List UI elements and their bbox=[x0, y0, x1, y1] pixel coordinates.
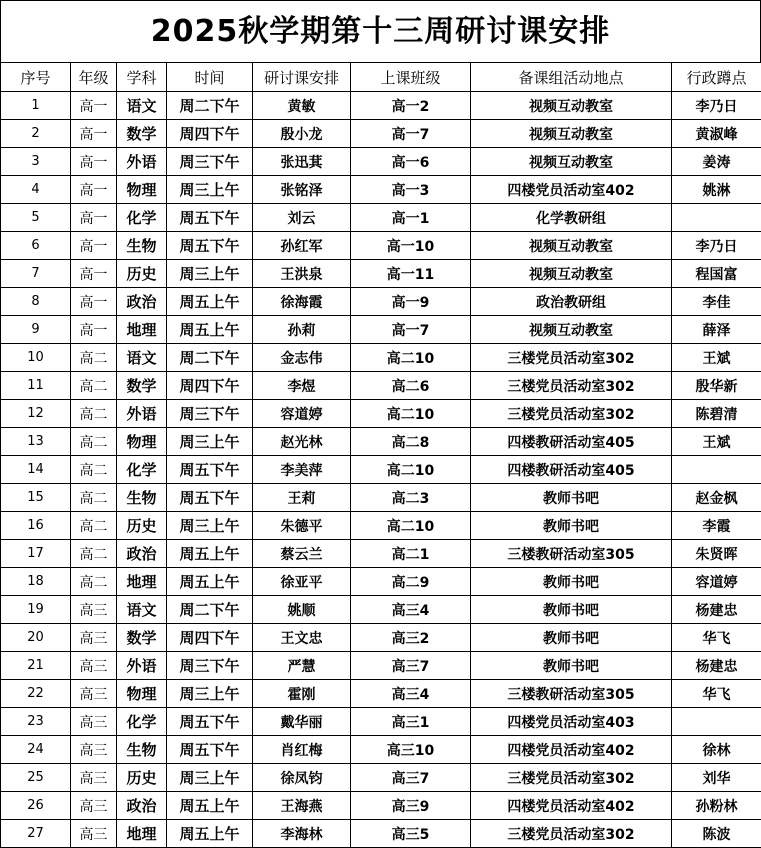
cell-class: 高三7 bbox=[351, 652, 471, 680]
cell-no: 22 bbox=[1, 680, 71, 708]
table-row bbox=[1, 428, 761, 456]
cell-location: 教师书吧 bbox=[471, 568, 672, 596]
cell-subject: 外语 bbox=[117, 652, 167, 680]
cell-class: 高二6 bbox=[351, 372, 471, 400]
cell-admin: 王斌 bbox=[672, 344, 761, 372]
cell-subject: 化学 bbox=[117, 204, 167, 232]
table-row bbox=[1, 596, 761, 624]
cell-class: 高二10 bbox=[351, 400, 471, 428]
table-row bbox=[1, 512, 761, 540]
cell-no: 1 bbox=[1, 92, 71, 120]
header-teacher: 研讨课安排 bbox=[253, 63, 351, 92]
cell-subject: 数学 bbox=[117, 624, 167, 652]
cell-location: 三楼党员活动室302 bbox=[471, 820, 672, 848]
cell-class: 高一10 bbox=[351, 232, 471, 260]
cell-subject: 地理 bbox=[117, 820, 167, 848]
cell-class: 高一1 bbox=[351, 204, 471, 232]
table-row bbox=[1, 344, 761, 372]
cell-class: 高三4 bbox=[351, 680, 471, 708]
cell-admin: 赵金枫 bbox=[672, 484, 761, 512]
cell-no: 10 bbox=[1, 344, 71, 372]
cell-no: 19 bbox=[1, 596, 71, 624]
cell-subject: 化学 bbox=[117, 456, 167, 484]
cell-teacher: 严慧 bbox=[253, 652, 351, 680]
cell-subject: 物理 bbox=[117, 176, 167, 204]
table-row bbox=[1, 736, 761, 764]
schedule-table bbox=[0, 62, 761, 848]
table-row bbox=[1, 540, 761, 568]
table-row bbox=[1, 204, 761, 232]
cell-location: 四楼党员活动室402 bbox=[471, 736, 672, 764]
cell-teacher: 刘云 bbox=[253, 204, 351, 232]
cell-no: 11 bbox=[1, 372, 71, 400]
cell-subject: 物理 bbox=[117, 680, 167, 708]
cell-location: 教师书吧 bbox=[471, 652, 672, 680]
cell-admin: 黄淑峰 bbox=[672, 120, 761, 148]
cell-subject: 历史 bbox=[117, 512, 167, 540]
cell-grade: 高二 bbox=[71, 456, 117, 484]
cell-grade: 高三 bbox=[71, 708, 117, 736]
cell-time: 周二下午 bbox=[167, 596, 253, 624]
cell-subject: 物理 bbox=[117, 428, 167, 456]
cell-time: 周五上午 bbox=[167, 792, 253, 820]
cell-grade: 高一 bbox=[71, 176, 117, 204]
table-row bbox=[1, 316, 761, 344]
cell-teacher: 容道婷 bbox=[253, 400, 351, 428]
header-row bbox=[1, 63, 761, 92]
cell-location: 教师书吧 bbox=[471, 624, 672, 652]
cell-no: 23 bbox=[1, 708, 71, 736]
table-row bbox=[1, 708, 761, 736]
cell-time: 周五下午 bbox=[167, 484, 253, 512]
cell-class: 高二9 bbox=[351, 568, 471, 596]
cell-location: 教师书吧 bbox=[471, 596, 672, 624]
cell-subject: 地理 bbox=[117, 568, 167, 596]
cell-subject: 历史 bbox=[117, 764, 167, 792]
cell-subject: 政治 bbox=[117, 540, 167, 568]
cell-grade: 高一 bbox=[71, 120, 117, 148]
cell-subject: 语文 bbox=[117, 344, 167, 372]
cell-admin: 姜涛 bbox=[672, 148, 761, 176]
cell-location: 三楼教研活动室305 bbox=[471, 680, 672, 708]
cell-admin: 李霞 bbox=[672, 512, 761, 540]
table-row bbox=[1, 484, 761, 512]
cell-location: 三楼教研活动室305 bbox=[471, 540, 672, 568]
cell-time: 周五下午 bbox=[167, 204, 253, 232]
cell-teacher: 孙红军 bbox=[253, 232, 351, 260]
cell-class: 高一7 bbox=[351, 316, 471, 344]
header-grade: 年级 bbox=[71, 63, 117, 92]
table-row bbox=[1, 568, 761, 596]
cell-teacher: 孙莉 bbox=[253, 316, 351, 344]
cell-location: 四楼党员活动室403 bbox=[471, 708, 672, 736]
cell-subject: 生物 bbox=[117, 736, 167, 764]
cell-teacher: 张铭泽 bbox=[253, 176, 351, 204]
cell-no: 3 bbox=[1, 148, 71, 176]
cell-time: 周三上午 bbox=[167, 428, 253, 456]
cell-teacher: 殷小龙 bbox=[253, 120, 351, 148]
cell-time: 周四下午 bbox=[167, 372, 253, 400]
header-time: 时间 bbox=[167, 63, 253, 92]
header-class: 上课班级 bbox=[351, 63, 471, 92]
cell-time: 周五上午 bbox=[167, 316, 253, 344]
cell-grade: 高一 bbox=[71, 288, 117, 316]
cell-admin bbox=[672, 708, 761, 736]
page-title: 2025秋学期第十三周研讨课安排 bbox=[0, 0, 761, 62]
cell-time: 周五上午 bbox=[167, 540, 253, 568]
table-row bbox=[1, 400, 761, 428]
table-body bbox=[1, 92, 761, 848]
cell-teacher: 王文忠 bbox=[253, 624, 351, 652]
cell-subject: 历史 bbox=[117, 260, 167, 288]
table-row bbox=[1, 624, 761, 652]
cell-time: 周五下午 bbox=[167, 736, 253, 764]
cell-time: 周二下午 bbox=[167, 344, 253, 372]
cell-location: 视频互动教室 bbox=[471, 92, 672, 120]
cell-subject: 化学 bbox=[117, 708, 167, 736]
cell-teacher: 戴华丽 bbox=[253, 708, 351, 736]
cell-teacher: 赵光林 bbox=[253, 428, 351, 456]
cell-admin: 华飞 bbox=[672, 624, 761, 652]
cell-subject: 数学 bbox=[117, 372, 167, 400]
cell-grade: 高二 bbox=[71, 428, 117, 456]
cell-subject: 语文 bbox=[117, 596, 167, 624]
table-row bbox=[1, 820, 761, 848]
cell-location: 四楼教研活动室405 bbox=[471, 456, 672, 484]
cell-grade: 高二 bbox=[71, 568, 117, 596]
cell-no: 20 bbox=[1, 624, 71, 652]
cell-admin: 程国富 bbox=[672, 260, 761, 288]
cell-time: 周三下午 bbox=[167, 148, 253, 176]
cell-teacher: 金志伟 bbox=[253, 344, 351, 372]
cell-grade: 高一 bbox=[71, 92, 117, 120]
cell-grade: 高三 bbox=[71, 792, 117, 820]
cell-no: 26 bbox=[1, 792, 71, 820]
cell-location: 三楼党员活动室302 bbox=[471, 400, 672, 428]
cell-class: 高三10 bbox=[351, 736, 471, 764]
cell-time: 周三上午 bbox=[167, 260, 253, 288]
cell-grade: 高二 bbox=[71, 512, 117, 540]
cell-teacher: 张迅萁 bbox=[253, 148, 351, 176]
cell-subject: 生物 bbox=[117, 484, 167, 512]
cell-admin: 陈波 bbox=[672, 820, 761, 848]
cell-location: 视频互动教室 bbox=[471, 260, 672, 288]
cell-location: 教师书吧 bbox=[471, 512, 672, 540]
cell-class: 高三5 bbox=[351, 820, 471, 848]
cell-admin: 孙粉林 bbox=[672, 792, 761, 820]
cell-no: 9 bbox=[1, 316, 71, 344]
cell-teacher: 王莉 bbox=[253, 484, 351, 512]
table-row bbox=[1, 456, 761, 484]
cell-admin bbox=[672, 204, 761, 232]
table-row bbox=[1, 260, 761, 288]
cell-grade: 高一 bbox=[71, 316, 117, 344]
cell-class: 高一3 bbox=[351, 176, 471, 204]
cell-admin: 容道婷 bbox=[672, 568, 761, 596]
cell-admin: 陈碧清 bbox=[672, 400, 761, 428]
cell-grade: 高一 bbox=[71, 232, 117, 260]
cell-grade: 高一 bbox=[71, 204, 117, 232]
cell-teacher: 李煜 bbox=[253, 372, 351, 400]
cell-location: 视频互动教室 bbox=[471, 316, 672, 344]
cell-admin: 李乃日 bbox=[672, 232, 761, 260]
cell-location: 四楼党员活动室402 bbox=[471, 792, 672, 820]
cell-teacher: 蔡云兰 bbox=[253, 540, 351, 568]
cell-class: 高二10 bbox=[351, 456, 471, 484]
cell-teacher: 姚顺 bbox=[253, 596, 351, 624]
cell-class: 高三7 bbox=[351, 764, 471, 792]
cell-teacher: 王海燕 bbox=[253, 792, 351, 820]
cell-time: 周五上午 bbox=[167, 568, 253, 596]
cell-no: 13 bbox=[1, 428, 71, 456]
table-row bbox=[1, 288, 761, 316]
cell-subject: 政治 bbox=[117, 792, 167, 820]
cell-location: 视频互动教室 bbox=[471, 120, 672, 148]
table-row bbox=[1, 232, 761, 260]
cell-grade: 高三 bbox=[71, 680, 117, 708]
cell-no: 7 bbox=[1, 260, 71, 288]
cell-class: 高三1 bbox=[351, 708, 471, 736]
header-location: 备课组活动地点 bbox=[471, 63, 672, 92]
cell-subject: 语文 bbox=[117, 92, 167, 120]
cell-grade: 高三 bbox=[71, 736, 117, 764]
cell-time: 周三下午 bbox=[167, 400, 253, 428]
cell-teacher: 徐凤钧 bbox=[253, 764, 351, 792]
cell-teacher: 朱德平 bbox=[253, 512, 351, 540]
cell-admin: 杨建忠 bbox=[672, 596, 761, 624]
cell-class: 高一11 bbox=[351, 260, 471, 288]
cell-time: 周五下午 bbox=[167, 232, 253, 260]
cell-grade: 高二 bbox=[71, 372, 117, 400]
cell-no: 14 bbox=[1, 456, 71, 484]
cell-no: 17 bbox=[1, 540, 71, 568]
cell-teacher: 王洪泉 bbox=[253, 260, 351, 288]
cell-time: 周五下午 bbox=[167, 708, 253, 736]
cell-time: 周五上午 bbox=[167, 288, 253, 316]
header-admin: 行政蹲点 bbox=[672, 63, 761, 92]
cell-grade: 高三 bbox=[71, 624, 117, 652]
cell-admin: 李佳 bbox=[672, 288, 761, 316]
cell-admin: 华飞 bbox=[672, 680, 761, 708]
cell-class: 高三2 bbox=[351, 624, 471, 652]
cell-location: 三楼党员活动室302 bbox=[471, 764, 672, 792]
cell-admin: 刘华 bbox=[672, 764, 761, 792]
cell-location: 四楼教研活动室405 bbox=[471, 428, 672, 456]
cell-class: 高一2 bbox=[351, 92, 471, 120]
table-row bbox=[1, 148, 761, 176]
cell-class: 高二8 bbox=[351, 428, 471, 456]
cell-no: 24 bbox=[1, 736, 71, 764]
cell-time: 周三上午 bbox=[167, 680, 253, 708]
cell-admin: 薛泽 bbox=[672, 316, 761, 344]
cell-location: 视频互动教室 bbox=[471, 232, 672, 260]
cell-class: 高三4 bbox=[351, 596, 471, 624]
cell-teacher: 李海林 bbox=[253, 820, 351, 848]
cell-no: 2 bbox=[1, 120, 71, 148]
cell-admin: 徐林 bbox=[672, 736, 761, 764]
cell-class: 高三9 bbox=[351, 792, 471, 820]
cell-time: 周五上午 bbox=[167, 820, 253, 848]
cell-no: 6 bbox=[1, 232, 71, 260]
cell-teacher: 黄敏 bbox=[253, 92, 351, 120]
table-row bbox=[1, 680, 761, 708]
cell-time: 周三上午 bbox=[167, 764, 253, 792]
table-row bbox=[1, 176, 761, 204]
cell-no: 27 bbox=[1, 820, 71, 848]
cell-subject: 生物 bbox=[117, 232, 167, 260]
cell-class: 高二1 bbox=[351, 540, 471, 568]
cell-subject: 外语 bbox=[117, 148, 167, 176]
table-row bbox=[1, 92, 761, 120]
cell-class: 高一6 bbox=[351, 148, 471, 176]
cell-time: 周三下午 bbox=[167, 652, 253, 680]
cell-admin: 殷华新 bbox=[672, 372, 761, 400]
table-row bbox=[1, 652, 761, 680]
cell-no: 4 bbox=[1, 176, 71, 204]
cell-admin: 杨建忠 bbox=[672, 652, 761, 680]
cell-grade: 高二 bbox=[71, 540, 117, 568]
cell-no: 5 bbox=[1, 204, 71, 232]
cell-admin: 姚淋 bbox=[672, 176, 761, 204]
cell-admin: 朱贤晖 bbox=[672, 540, 761, 568]
cell-grade: 高二 bbox=[71, 400, 117, 428]
cell-class: 高二10 bbox=[351, 344, 471, 372]
cell-time: 周四下午 bbox=[167, 624, 253, 652]
cell-time: 周五下午 bbox=[167, 456, 253, 484]
cell-grade: 高三 bbox=[71, 820, 117, 848]
cell-admin: 李乃日 bbox=[672, 92, 761, 120]
cell-location: 视频互动教室 bbox=[471, 148, 672, 176]
table-row bbox=[1, 792, 761, 820]
header-subject: 学科 bbox=[117, 63, 167, 92]
cell-time: 周三上午 bbox=[167, 512, 253, 540]
cell-grade: 高三 bbox=[71, 764, 117, 792]
table-row bbox=[1, 120, 761, 148]
cell-teacher: 李美萍 bbox=[253, 456, 351, 484]
cell-location: 政治教研组 bbox=[471, 288, 672, 316]
cell-teacher: 徐海霞 bbox=[253, 288, 351, 316]
cell-subject: 地理 bbox=[117, 316, 167, 344]
cell-no: 16 bbox=[1, 512, 71, 540]
cell-grade: 高一 bbox=[71, 148, 117, 176]
cell-grade: 高二 bbox=[71, 344, 117, 372]
table-row bbox=[1, 372, 761, 400]
cell-location: 三楼党员活动室302 bbox=[471, 372, 672, 400]
cell-subject: 数学 bbox=[117, 120, 167, 148]
cell-location: 教师书吧 bbox=[471, 484, 672, 512]
cell-teacher: 徐亚平 bbox=[253, 568, 351, 596]
cell-grade: 高一 bbox=[71, 260, 117, 288]
cell-subject: 外语 bbox=[117, 400, 167, 428]
cell-class: 高一7 bbox=[351, 120, 471, 148]
cell-class: 高一9 bbox=[351, 288, 471, 316]
cell-no: 15 bbox=[1, 484, 71, 512]
cell-time: 周三上午 bbox=[167, 176, 253, 204]
header-no: 序号 bbox=[1, 63, 71, 92]
cell-location: 三楼党员活动室302 bbox=[471, 344, 672, 372]
cell-time: 周四下午 bbox=[167, 120, 253, 148]
cell-class: 高二10 bbox=[351, 512, 471, 540]
cell-grade: 高三 bbox=[71, 652, 117, 680]
cell-teacher: 肖红梅 bbox=[253, 736, 351, 764]
cell-teacher: 霍刚 bbox=[253, 680, 351, 708]
cell-no: 21 bbox=[1, 652, 71, 680]
cell-location: 化学教研组 bbox=[471, 204, 672, 232]
cell-class: 高二3 bbox=[351, 484, 471, 512]
cell-no: 25 bbox=[1, 764, 71, 792]
cell-admin bbox=[672, 456, 761, 484]
cell-grade: 高三 bbox=[71, 596, 117, 624]
cell-no: 8 bbox=[1, 288, 71, 316]
cell-admin: 王斌 bbox=[672, 428, 761, 456]
cell-no: 12 bbox=[1, 400, 71, 428]
cell-time: 周二下午 bbox=[167, 92, 253, 120]
cell-location: 四楼党员活动室402 bbox=[471, 176, 672, 204]
table-row bbox=[1, 764, 761, 792]
cell-subject: 政治 bbox=[117, 288, 167, 316]
cell-no: 18 bbox=[1, 568, 71, 596]
cell-grade: 高二 bbox=[71, 484, 117, 512]
